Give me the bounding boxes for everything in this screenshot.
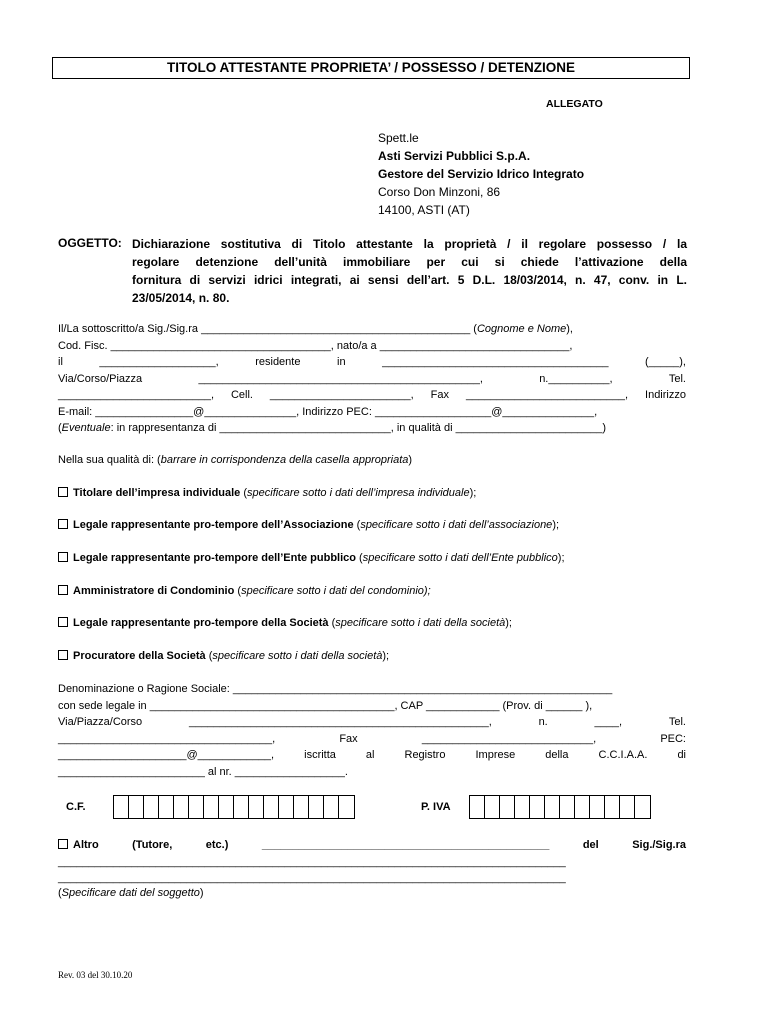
option-ente-pubblico[interactable]: Legale rappresentante pro-tempore dell’Ente pubblico (specificare sotto i dati dell’Ente pubblico);: [58, 551, 565, 565]
altro-line: ___________________________________________________________________________________: [58, 872, 566, 884]
declarant-line: Il/La sottoscritto/a Sig./Sig.ra ____________________________________________ (Cognome e Nome),: [58, 323, 573, 335]
allegato-label: ALLEGATO: [546, 98, 603, 110]
checkbox[interactable]: [58, 839, 68, 849]
oggetto-line: fornitura di servizi idrici integrati, ai sensi dell’art. 5 D.L. 18/03/2014, n. 47, conv. in L.: [132, 273, 687, 287]
option-titolare[interactable]: Titolare dell’impresa individuale (specificare sotto i dati dell’impresa individuale);: [58, 486, 476, 500]
declarant-line: il ___________________, residente in _____________________________________ (_____),: [58, 356, 686, 368]
declarant-line: Via/Corso/Piazza ______________________________________________, n.__________, Tel.: [58, 372, 686, 385]
piva-input-grid[interactable]: [469, 795, 651, 819]
option-altro[interactable]: Altro (Tutore, etc.) _______________________________________________ del Sig./Sig.ra: [58, 837, 686, 854]
recipient-line: Gestore del Servizio Idrico Integrato: [378, 167, 585, 181]
checkbox[interactable]: [58, 585, 68, 595]
company-line: Via/Piazza/Corso _________________________________________________, n. ____, Tel.: [58, 716, 686, 728]
cf-label: C.F.: [66, 801, 86, 813]
option-associazione[interactable]: Legale rappresentante pro-tempore dell’Associazione (specificare sotto i dati dell’associazione);: [58, 518, 559, 532]
company-line: Denominazione o Ragione Sociale: ______________________________________________________________: [58, 683, 613, 695]
recipient-line: 14100, ASTI (AT): [378, 203, 470, 217]
company-block: [58, 681, 686, 780]
recipient-line: Spett.le: [378, 131, 419, 145]
checkbox[interactable]: [58, 650, 68, 660]
oggetto-label: OGGETTO:: [58, 236, 122, 250]
document-title: TITOLO ATTESTANTE PROPRIETA’ / POSSESSO / DETENZIONE: [52, 57, 690, 79]
oggetto-text: [132, 235, 687, 307]
declarant-block: [58, 321, 686, 437]
company-line: _____________________@____________, iscritta al Registro Imprese della C.C.I.A.A. di: [58, 749, 686, 761]
oggetto-line: Dichiarazione sostitutiva di Titolo attestante la proprietà / il regolare possesso / la: [132, 237, 687, 251]
recipient-line: Asti Servizi Pubblici S.p.A.: [378, 149, 531, 163]
piva-label: P. IVA: [421, 801, 451, 813]
declarant-line: E-mail: ________________@_______________, Indirizzo PEC: ___________________@_______________,: [58, 405, 598, 418]
option-legale-societa[interactable]: Legale rappresentante pro-tempore della Società (specificare sotto i dati della società);: [58, 616, 512, 630]
recipient-line: Corso Don Minzoni, 86: [378, 185, 501, 199]
altro-specifica: (Specificare dati del soggetto): [58, 887, 204, 899]
company-line: ________________________ al nr. __________________.: [58, 765, 348, 778]
option-procuratore[interactable]: Procuratore della Società (specificare sotto i dati della società);: [58, 649, 389, 663]
oggetto-line: 23/05/2014, n. 80.: [132, 291, 230, 305]
checkbox[interactable]: [58, 552, 68, 562]
checkbox[interactable]: [58, 519, 68, 529]
company-line: con sede legale in ________________________________________, CAP ____________ (Prov. di ______ ),: [58, 699, 593, 712]
company-line: ___________________________________, Fax ____________________________, PEC:: [58, 732, 686, 745]
revision-footer: Rev. 03 del 30.10.20: [58, 970, 133, 980]
altro-line: ___________________________________________________________________________________: [58, 856, 566, 868]
declarant-line: (Eventuale: in rappresentanza di ____________________________, in qualità di ________________________): [58, 422, 607, 434]
checkbox[interactable]: [58, 487, 68, 497]
qualita-intro: Nella sua qualità di: (barrare in corrispondenza della casella appropriata): [58, 454, 413, 466]
option-condominio[interactable]: Amministratore di Condominio (specificare sotto i dati del condominio);: [58, 584, 431, 598]
declarant-line: Cod. Fisc. ____________________________________, nato/a a _______________________________,: [58, 339, 573, 352]
oggetto-line: regolare detenzione dell’unità immobiliare per cui si chiede l’attivazione della: [132, 255, 687, 269]
cf-input-grid[interactable]: [113, 795, 355, 819]
declarant-line: _________________________, Cell. _______________________, Fax __________________________, Indirizzo: [58, 389, 686, 401]
checkbox[interactable]: [58, 617, 68, 627]
